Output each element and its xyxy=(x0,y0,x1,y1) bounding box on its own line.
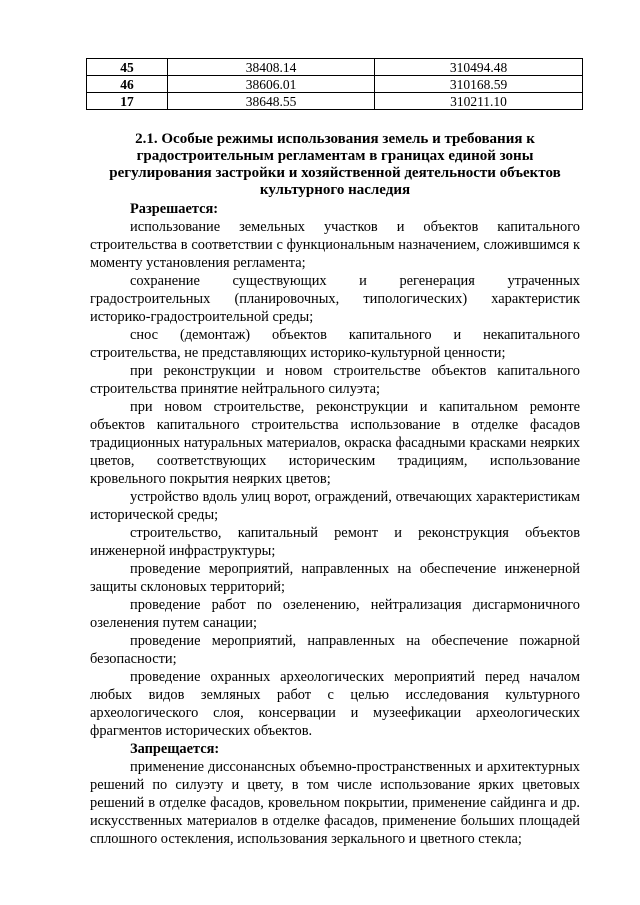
allowed-item: использование земельных участков и объектов капитального строительства в соответствии с функциональным назначением, сложившимся к моменту установления регламента; xyxy=(90,219,580,271)
x-coordinate: 38408.14 xyxy=(168,59,375,76)
section-heading: 2.1. Особые режимы использования земель и требования к градостроительным регламентам в границах единой зоны регулирования застройки и хозяйственной деятельности объектов культурного наследия xyxy=(109,131,561,198)
allowed-item: при новом строительстве, реконструкции и капитальном ремонте объектов капитального строительства использование в отделке фасадов традиционных натуральных материалов, окраска фасадными красками неярких цветов, соответствующих историческим традициям, использование кровельного покрытия неярких цветов; xyxy=(90,399,580,487)
allowed-subheading: Разрешается: xyxy=(130,201,219,217)
allowed-item: сохранение существующих и регенерация утраченных градостроительных (планировочных, типологических) характеристик историко-градостроительной среды; xyxy=(90,273,580,325)
table-row xyxy=(87,59,583,76)
point-number: 45 xyxy=(87,59,168,76)
section-body xyxy=(90,200,580,848)
allowed-item: при реконструкции и новом строительстве объектов капитального строительства принятие нейтрального силуэта; xyxy=(90,363,580,397)
table-row xyxy=(87,93,583,110)
y-coordinate: 310211.10 xyxy=(375,93,583,110)
y-coordinate: 310168.59 xyxy=(375,76,583,93)
allowed-item: снос (демонтаж) объектов капитального и некапитального строительства, не представляющих историко-культурной ценности; xyxy=(90,327,580,361)
x-coordinate: 38606.01 xyxy=(168,76,375,93)
allowed-item: проведение мероприятий, направленных на обеспечение пожарной безопасности; xyxy=(90,633,580,667)
point-number: 17 xyxy=(87,93,168,110)
prohibited-item: применение диссонансных объемно-пространственных и архитектурных решений по силуэту и цвету, в том числе использование ярких цветовых решений в отделке фасадов, кровельном покрытии, применение сайдинга и др. искусственных материалов в отделке фасадов, применение больших площадей сплошного остекления, использования зеркального и цветного стекла; xyxy=(90,759,580,847)
allowed-item: устройство вдоль улиц ворот, ограждений, отвечающих характеристикам исторической среды; xyxy=(90,489,580,523)
allowed-item: проведение мероприятий, направленных на обеспечение инженерной защиты склоновых территорий; xyxy=(90,561,580,595)
prohibited-subheading: Запрещается: xyxy=(130,741,220,757)
allowed-item: проведение охранных археологических мероприятий перед началом любых видов земляных работ с целью исследования культурного археологического слоя, консервации и музеефикации археологических фрагментов исторических объектов. xyxy=(90,669,580,739)
x-coordinate: 38648.55 xyxy=(168,93,375,110)
y-coordinate: 310494.48 xyxy=(375,59,583,76)
allowed-item: строительство, капитальный ремонт и реконструкция объектов инженерной инфраструктуры; xyxy=(90,525,580,559)
allowed-item: проведение работ по озеленению, нейтрализация дисгармоничного озеленения путем санации; xyxy=(90,597,580,631)
table-row xyxy=(87,76,583,93)
coordinates-table xyxy=(86,58,583,110)
point-number: 46 xyxy=(87,76,168,93)
